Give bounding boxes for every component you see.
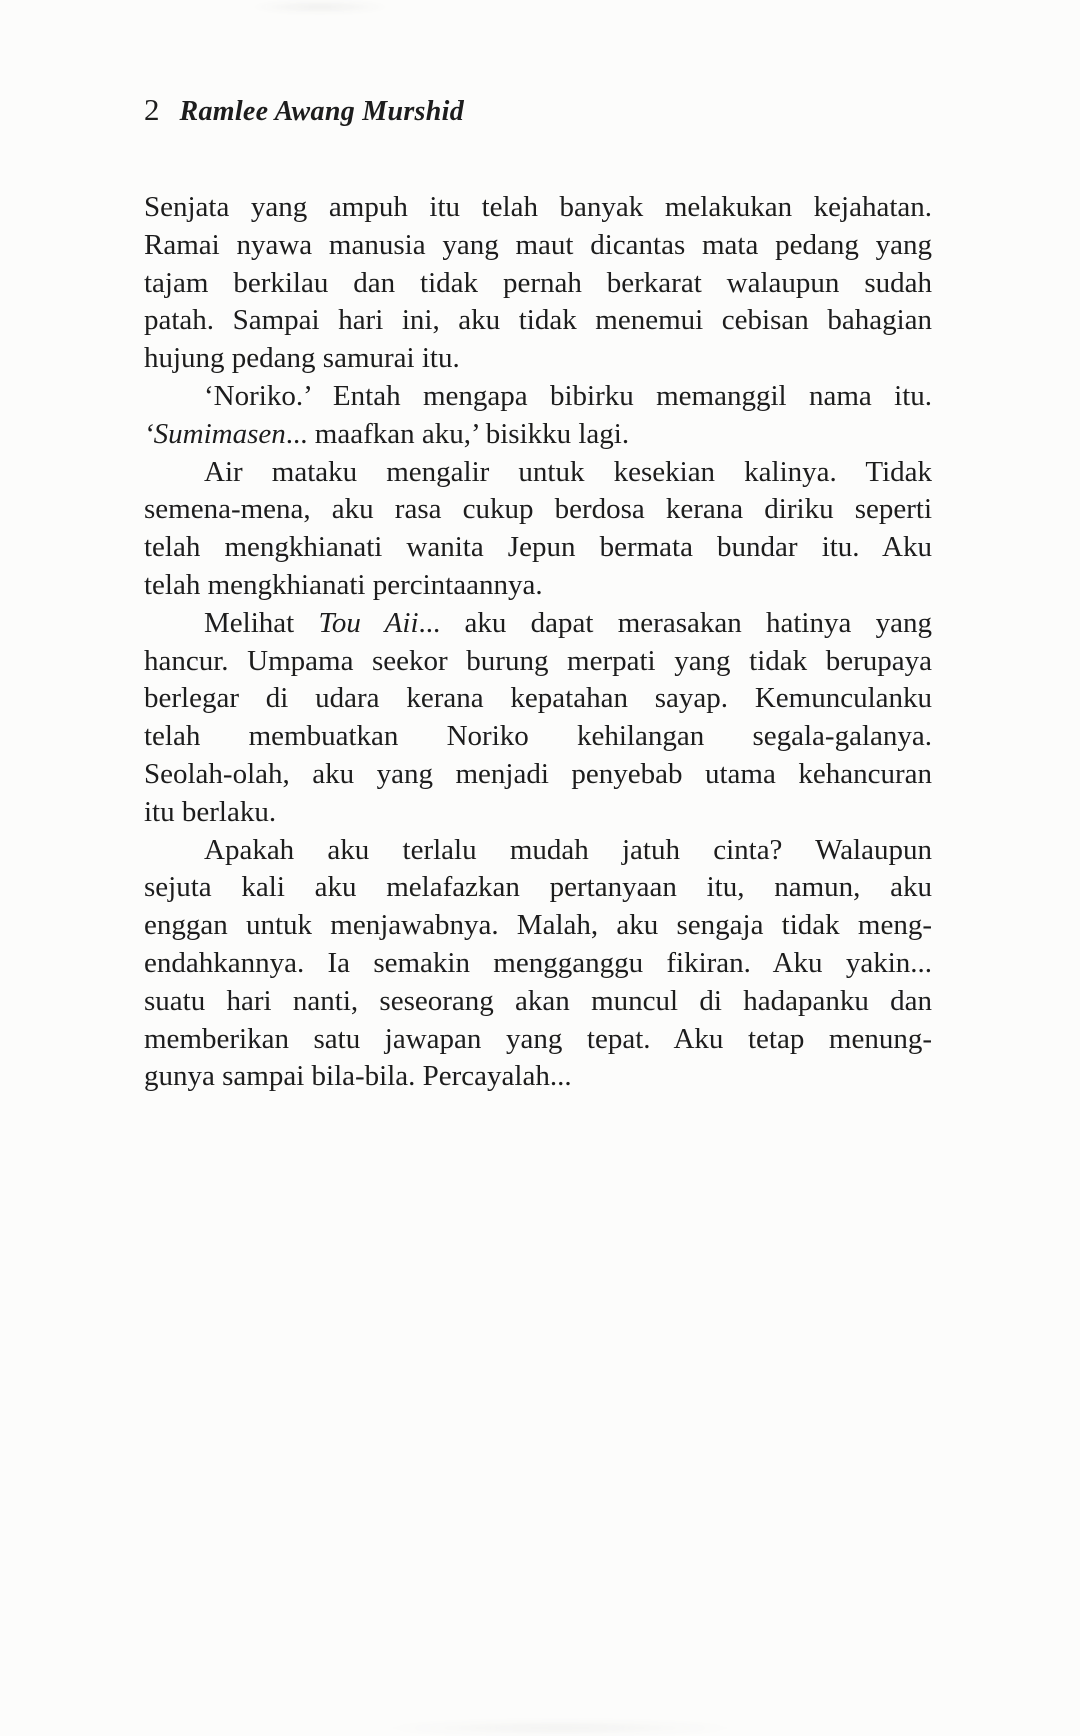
text-line — [144, 454, 932, 492]
running-header-author: Ramlee Awang Murshid — [179, 96, 465, 127]
text-segment: Senjata yang ampuh itu telah banyak melakukan kejahatan. — [144, 191, 932, 223]
text-line — [144, 832, 932, 870]
text-segment: patah. Sampai hari ini, aku tidak menemui cebisan bahagian — [144, 304, 932, 337]
text-line — [144, 1021, 932, 1059]
text-segment: semena-mena, aku rasa cukup berdosa kerana diriku seperti — [144, 493, 932, 526]
text-segment: telah mengkhianati wanita Jepun bermata bundar itu. Aku — [144, 531, 932, 564]
text-segment: berlegar di udara kerana kepatahan sayap. Kemunculanku — [144, 682, 932, 715]
text-segment: Air mataku mengalir untuk kesekian kalinya. Tidak — [204, 455, 932, 488]
text-segment: sejuta kali aku melafazkan pertanyaan itu, namun, aku — [144, 871, 932, 904]
page-number: 2 — [144, 92, 160, 127]
text-segment: itu berlaku. — [144, 795, 277, 828]
text-segment: Apakah aku terlalu mudah jatuh cinta? Walaupun — [204, 833, 932, 866]
text-line — [144, 340, 932, 378]
scan-artifact-top — [250, 0, 390, 14]
text-segment: memberikan satu jawapan yang tepat. Aku tetap menung- — [144, 1022, 932, 1055]
text-segment: suatu hari nanti, seseorang akan muncul di hadapanku dan — [144, 984, 932, 1017]
text-segment: Melihat — [204, 606, 319, 639]
text-segment: Ramai nyawa manusia yang maut dicantas mata pedang yang — [144, 228, 932, 261]
text-line — [144, 643, 932, 681]
running-header — [144, 92, 464, 128]
text-segment: hancur. Umpama seekor burung merpati yang tidak berupaya — [144, 644, 932, 677]
text-line — [144, 718, 932, 756]
italic-text-segment: Tou Aii — [318, 606, 419, 639]
text-line — [144, 378, 932, 416]
text-segment: endahkannya. Ia semakin mengganggu fikiran. Aku yakin... — [144, 946, 932, 979]
text-line — [144, 491, 932, 529]
text-segment: ... aku dapat merasakan hatinya yang — [418, 606, 932, 639]
text-line — [144, 680, 932, 718]
text-segment: telah mengkhianati percintaannya. — [144, 568, 543, 601]
text-line — [144, 227, 932, 265]
text-segment: Seolah-olah, aku yang menjadi penyebab utama kehancuran — [144, 757, 932, 790]
text-segment: hujung pedang samurai itu. — [144, 342, 460, 375]
text-line — [144, 567, 932, 605]
text-segment: telah membuatkan Noriko kehilangan segala-galanya. — [144, 720, 932, 753]
text-line — [144, 794, 932, 832]
text-line — [144, 605, 932, 643]
text-line — [144, 756, 932, 794]
text-segment: ‘Noriko.’ Entah mengapa bibirku memanggil nama itu. — [204, 379, 932, 412]
text-line — [144, 945, 932, 983]
text-line — [144, 265, 932, 303]
text-line — [144, 416, 932, 454]
text-segment: ... maafkan aku,’ bisikku lagi. — [285, 417, 630, 450]
scan-artifact-bottom — [380, 1720, 740, 1736]
body-text — [144, 189, 932, 1096]
text-segment: enggan untuk menjawabnya. Malah, aku sengaja tidak meng- — [144, 909, 932, 942]
italic-text-segment: ‘Sumimasen — [144, 417, 286, 450]
text-line — [144, 189, 932, 227]
text-line — [144, 529, 932, 567]
text-line — [144, 907, 932, 945]
text-segment: tajam berkilau dan tidak pernah berkarat walaupun sudah — [144, 266, 932, 299]
text-line — [144, 983, 932, 1021]
text-line — [144, 869, 932, 907]
text-line — [144, 1058, 932, 1096]
text-segment: gunya sampai bila-bila. Percayalah... — [144, 1060, 572, 1093]
text-line — [144, 302, 932, 340]
